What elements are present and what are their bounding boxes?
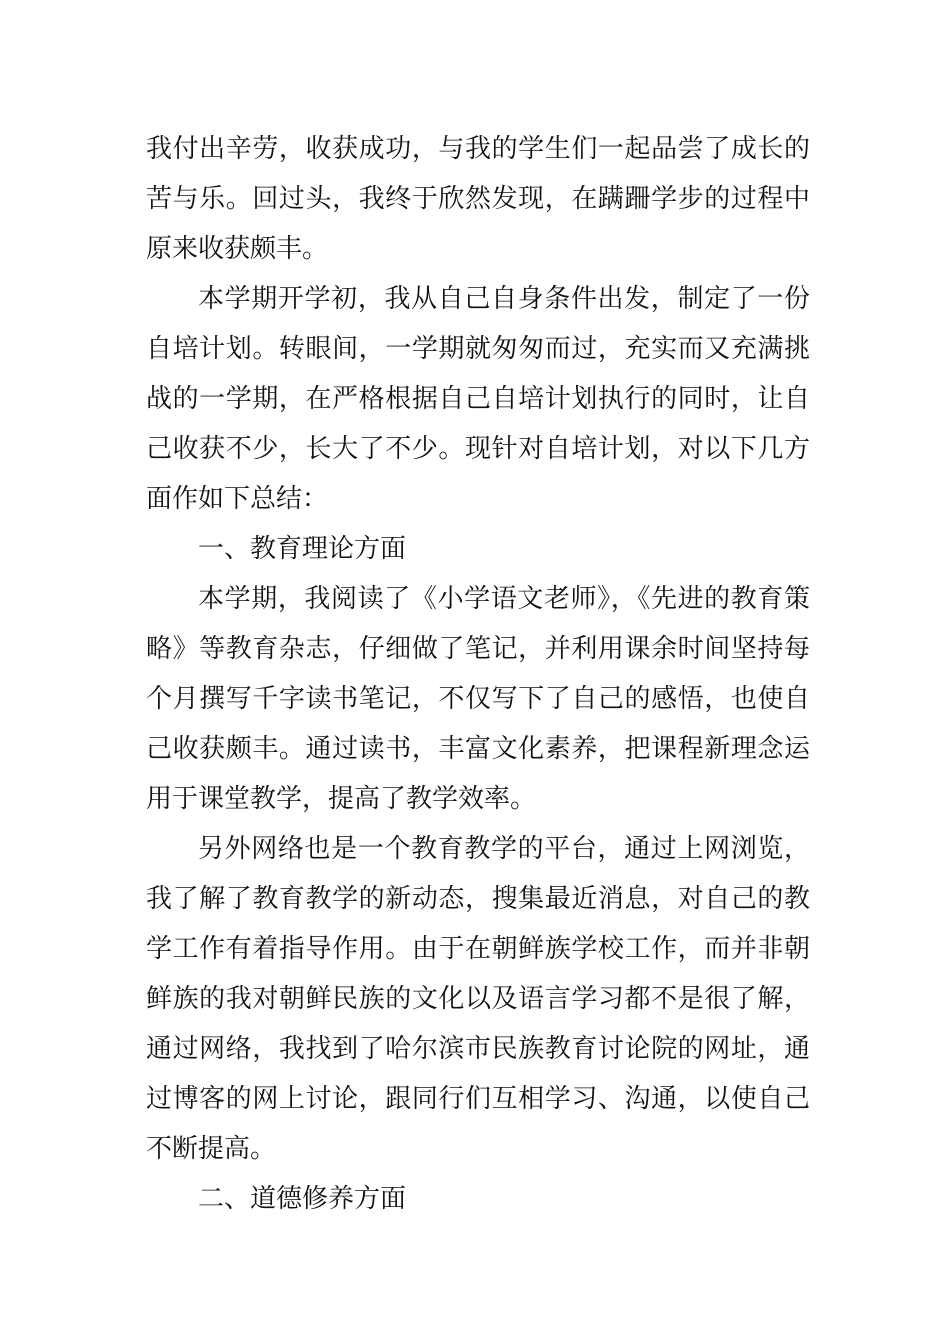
section-heading-education-theory: 一、教育理论方面 bbox=[198, 534, 407, 564]
paragraph-continuation: 我付出辛劳，收获成功，与我的学生们一起品尝了成长的苦与乐。回过头，我终于欣然发现，在蹒跚学步的过程中原来收获颇丰。 bbox=[146, 134, 810, 264]
section-heading-moral-cultivation: 二、道德修养方面 bbox=[198, 1184, 407, 1214]
paragraph-reading: 本学期，我阅读了《小学语文老师》，《先进的教育策略》等教育杂志，仔细做了笔记，并利用课余时间坚持每个月撰写千字读书笔记，不仅写下了自己的感悟，也使自己收获颇丰。通过读书，丰富文化素养，把课程新理念运用于课堂教学，提高了教学效率。 bbox=[146, 584, 810, 814]
paragraph-self-training-plan: 本学期开学初，我从自己自身条件出发，制定了一份自培计划。转眼间，一学期就匆匆而过，充实而又充满挑战的一学期，在严格根据自己自培计划执行的同时，让自己收获不少，长大了不少。现针对自培计划，对以下几方面作如下总结： bbox=[146, 284, 810, 514]
document-body bbox=[146, 124, 810, 1224]
paragraph-network: 另外网络也是一个教育教学的平台，通过上网浏览，我了解了教育教学的新动态，搜集最近消息，对自己的教学工作有着指导作用。由于在朝鲜族学校工作，而并非朝鲜族的我对朝鲜民族的文化以及语言学习都不是很了解，通过网络，我找到了哈尔滨市民族教育讨论院的网址，通过博客的网上讨论，跟同行们互相学习、沟通，以使自己不断提高。 bbox=[146, 834, 810, 1164]
